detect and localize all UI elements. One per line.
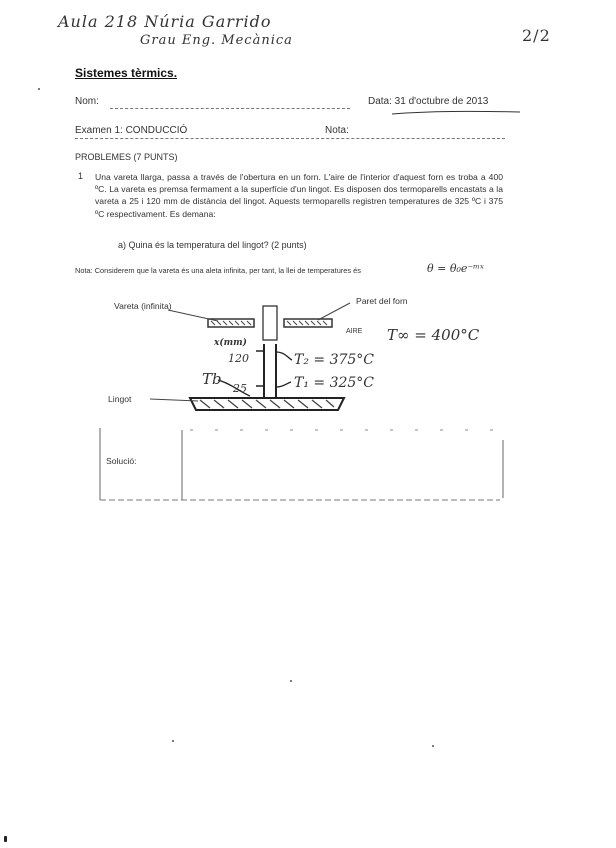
speck bbox=[4, 836, 7, 842]
question-a: a) Quina és la temperatura del lingot? (2 punts) bbox=[118, 240, 307, 250]
ingot-label: Lingot bbox=[108, 394, 132, 404]
rod-top bbox=[263, 306, 277, 340]
thermocouple-2-lead bbox=[276, 352, 292, 360]
wall-right-hatch bbox=[287, 321, 327, 325]
speck bbox=[290, 680, 292, 682]
air-label: AIRE bbox=[346, 328, 363, 335]
formula-note: Nota: Considerem que la vareta és una aleta infinita, per tant, la llei de temperatures és bbox=[75, 266, 361, 275]
problem-statement: Una vareta llarga, passa a través de l'obertura en un forn. L'aire de l'interior d'aquest forn es troba a 400 ºC. La vareta es premsa fermament a la superfície d'un lingot. Es disposen dos termoparells encastats a la vareta a 25 i 120 mm de distància del lingot. Aquests termoparells registren temperatures de 325 ºC i 375 ºC respectivament. Es demana: bbox=[95, 172, 503, 219]
thermocouple-1-lead bbox=[276, 382, 291, 387]
ingot bbox=[190, 398, 344, 410]
speck bbox=[38, 88, 40, 90]
speck bbox=[432, 745, 434, 747]
wall-left-hatch bbox=[211, 321, 251, 325]
problem-number: 1 bbox=[78, 171, 84, 181]
t-infinity: T∞ = 400°C bbox=[387, 326, 480, 344]
x-120: 120 bbox=[228, 352, 249, 365]
solution-label: Solució: bbox=[106, 456, 137, 466]
tb-label: Tb bbox=[202, 370, 222, 388]
section-title: PROBLEMES (7 PUNTS) bbox=[75, 152, 178, 162]
wall-leader bbox=[318, 303, 350, 320]
rod-label: Vareta (infinita) bbox=[114, 301, 172, 311]
subject-title: Sistemes tèrmics. bbox=[75, 66, 178, 80]
x-25: 25 bbox=[233, 382, 247, 395]
handwritten-name: Aula 218 Núria Garrido bbox=[58, 12, 272, 31]
wall-label: Paret del forn bbox=[356, 296, 408, 306]
x-axis-label: x(mm) bbox=[214, 338, 247, 348]
date-underline bbox=[392, 111, 520, 114]
name-label: Nom: bbox=[75, 96, 99, 107]
speck bbox=[172, 740, 174, 742]
exam-date: Data: 31 d'octubre de 2013 bbox=[368, 96, 489, 107]
exam-title: Examen 1: CONDUCCIÓ bbox=[75, 125, 188, 136]
rod-leader bbox=[168, 310, 218, 321]
handwritten-degree: Grau Eng. Mecànica bbox=[140, 33, 293, 48]
handwritten-page-number: 2/2 bbox=[522, 26, 551, 45]
t1-label: T₁ = 325°C bbox=[294, 375, 375, 391]
formula: θ = θ₀e⁻ᵐˣ bbox=[427, 262, 484, 275]
t2-label: T₂ = 375°C bbox=[294, 352, 375, 368]
ingot-hatch bbox=[200, 400, 334, 408]
grade-label: Nota: bbox=[325, 125, 349, 136]
